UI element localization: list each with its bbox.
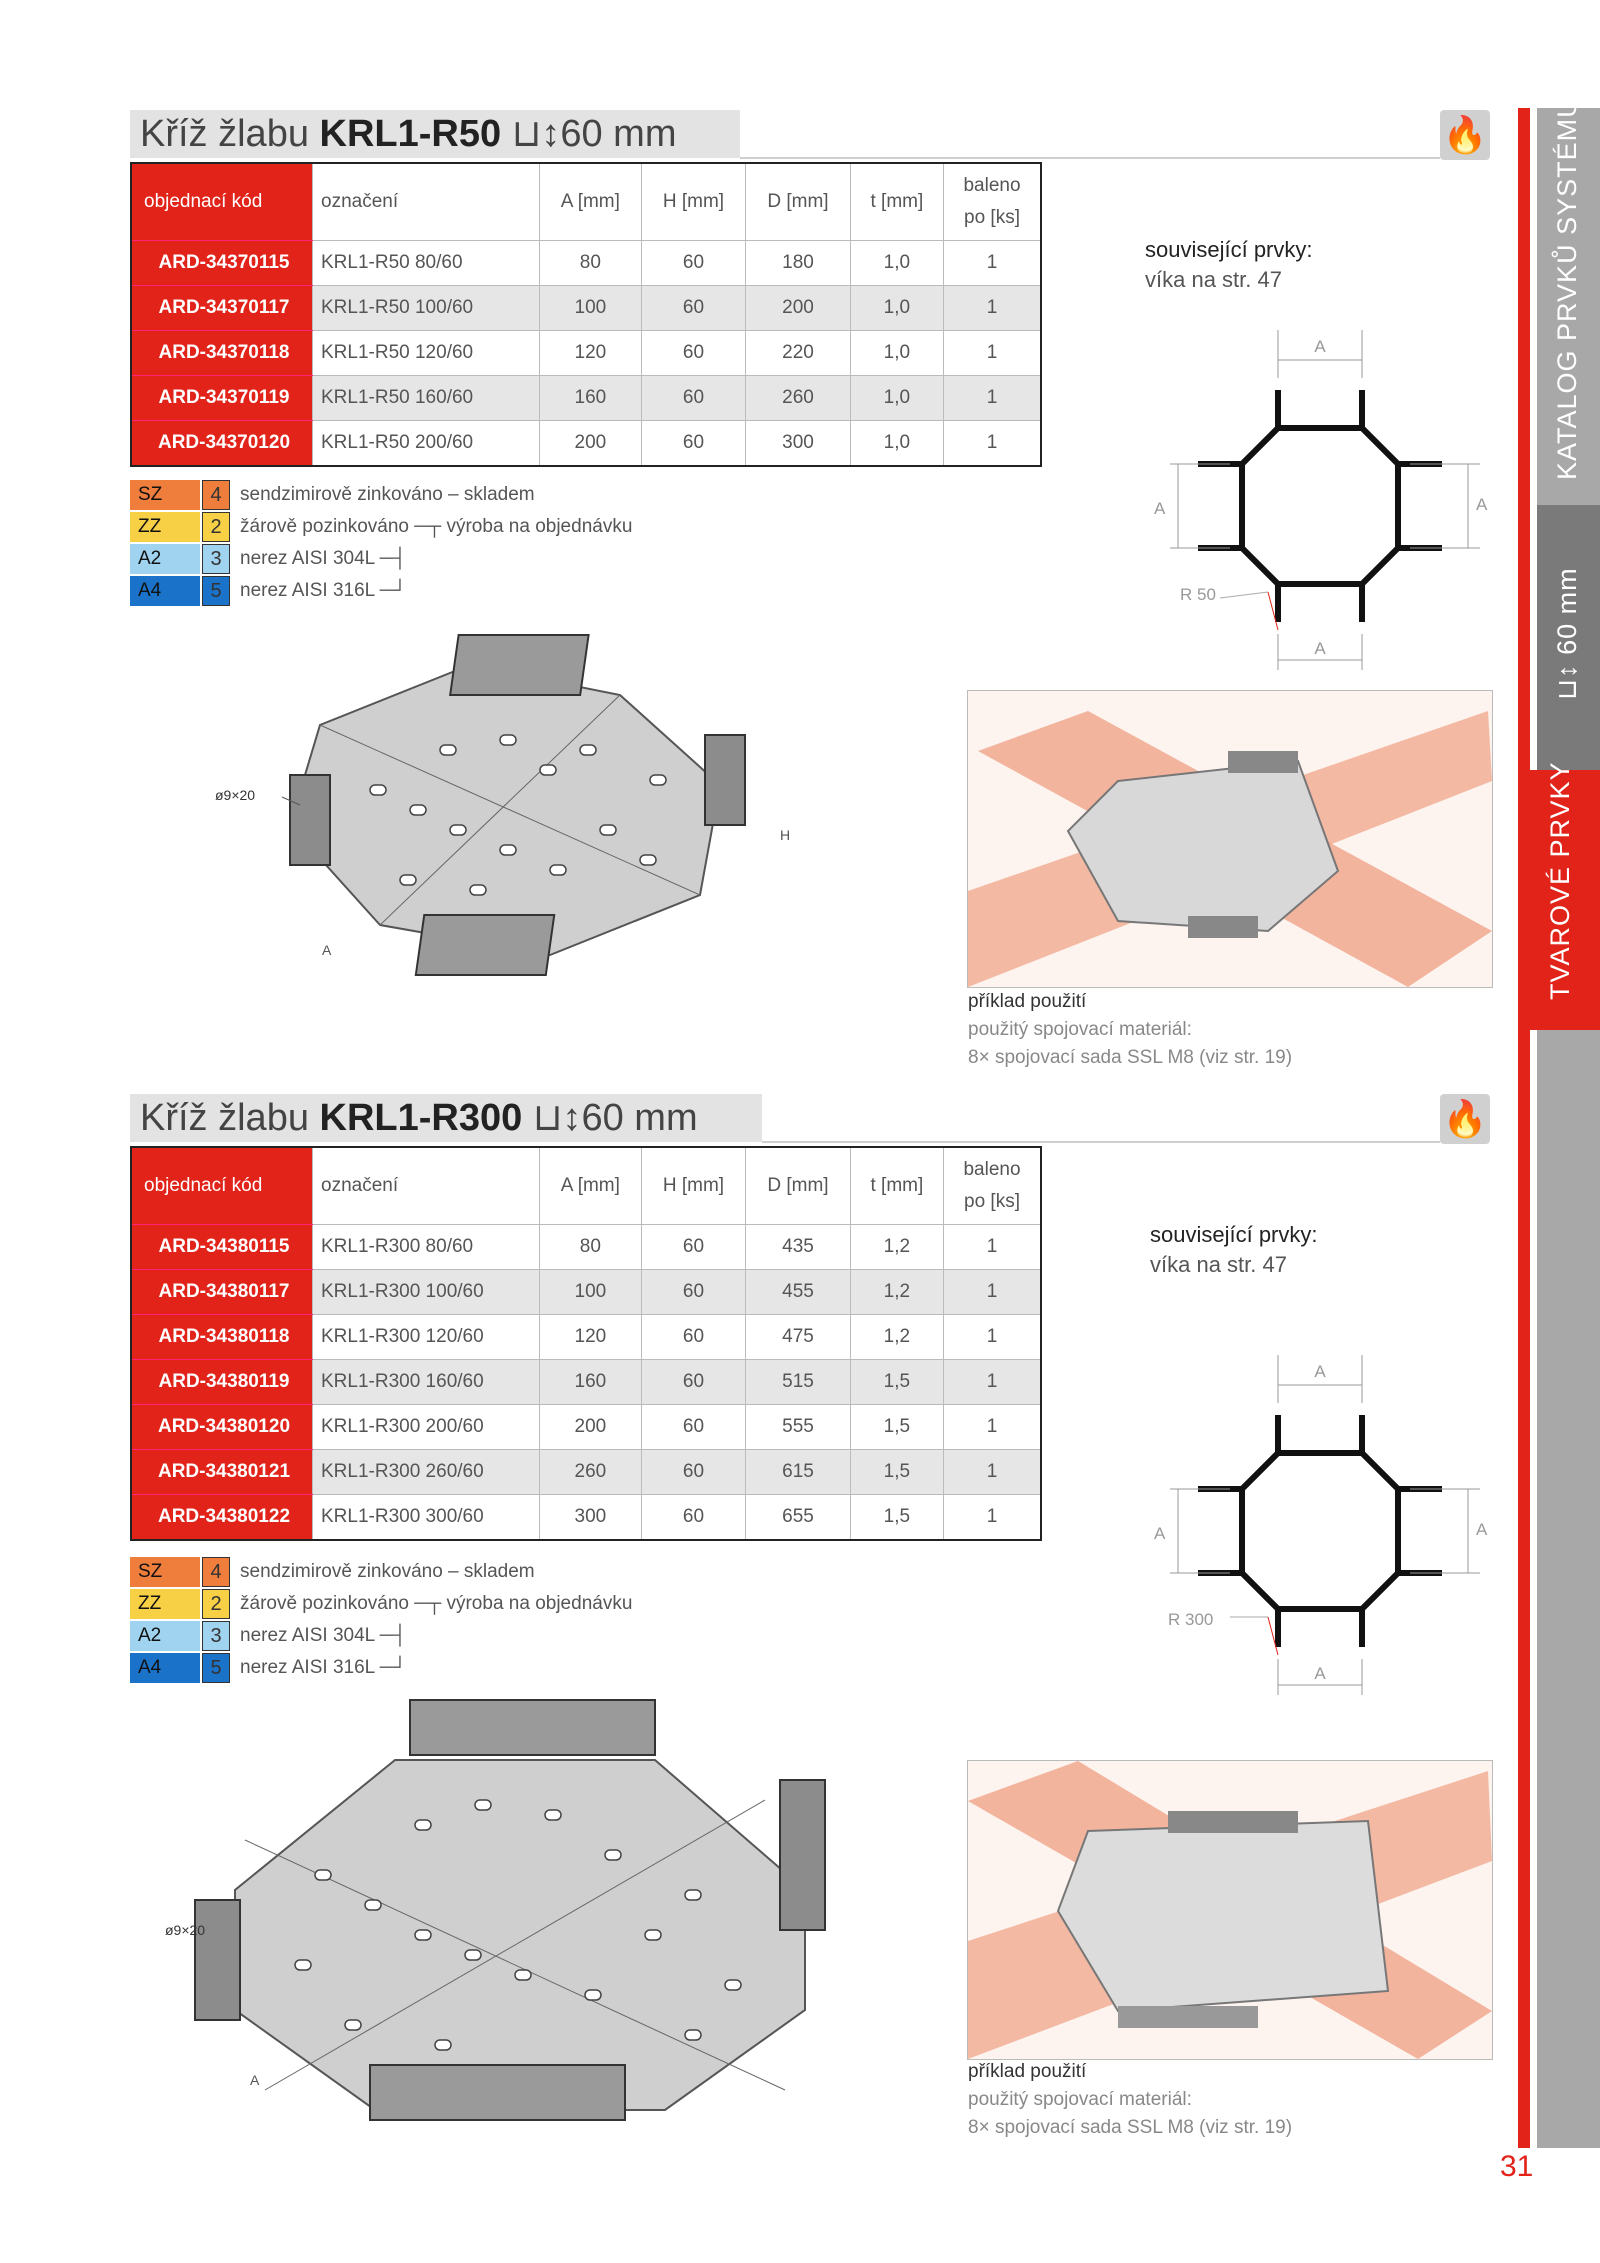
header-h: H [mm] bbox=[641, 1147, 746, 1225]
iso-dim-label: A bbox=[322, 942, 332, 958]
title-divider bbox=[762, 1141, 1440, 1143]
sidebar-accent-bar bbox=[1518, 108, 1530, 2148]
table-header-row bbox=[131, 1147, 1041, 1225]
header-t: t [mm] bbox=[850, 1147, 943, 1225]
header-designation: označení bbox=[313, 1147, 540, 1225]
header-code: objednací kód bbox=[131, 163, 313, 241]
table-row: ARD-34380119 KRL1-R300 160/60 160 60 515 1,5 1 bbox=[131, 1360, 1041, 1405]
dim-label-right: A bbox=[1476, 1520, 1488, 1539]
header-pack: baleno po [ks] bbox=[944, 1147, 1042, 1225]
table-row: ARD-34370119 KRL1-R50 160/60 160 60 260 1,0 1 bbox=[131, 376, 1041, 421]
page-number: 31 bbox=[1500, 2150, 1534, 2183]
table-row: ARD-34380121 KRL1-R300 260/60 260 60 615 1,5 1 bbox=[131, 1450, 1041, 1495]
sidebar-size-label: ⊔↕ 60 mm bbox=[1552, 567, 1582, 700]
table-row: ARD-34380120 KRL1-R300 200/60 200 60 555 1,5 1 bbox=[131, 1405, 1041, 1450]
table-row: ARD-34370118 KRL1-R50 120/60 120 60 220 1,0 1 bbox=[131, 331, 1041, 376]
octagon-dimension-diagram bbox=[1140, 330, 1500, 680]
header-a: A [mm] bbox=[540, 163, 642, 241]
section-title: Kříž žlabu KRL1-R50 ⊔↕60 mm bbox=[130, 110, 740, 158]
table-row: ARD-34370115 KRL1-R50 80/60 80 60 180 1,0 1 bbox=[131, 241, 1041, 286]
dim-label-bottom: A bbox=[1314, 639, 1326, 658]
header-d: D [mm] bbox=[746, 163, 851, 241]
table-row: ARD-34370117 KRL1-R50 100/60 100 60 200 1,0 1 bbox=[131, 286, 1041, 331]
dim-label-top: A bbox=[1314, 1362, 1326, 1381]
title-divider bbox=[740, 157, 1440, 159]
usage-photo-illustration bbox=[968, 691, 1492, 987]
sidebar-catalog-label: KATALOG PRVKŮ SYSTÉMU bbox=[1552, 97, 1582, 480]
material-legend: SZ 4 sendzimirově zinkováno – skladem ZZ 2 žárově pozinkováno ─┬ výroba na objednávku A2 3 nerez AISI 304L ─┤ A4 5 nerez AISI 316L ─┘ bbox=[130, 480, 730, 610]
iso-height-label: H bbox=[780, 827, 791, 843]
spec-table bbox=[130, 162, 1042, 467]
dim-label-bottom: A bbox=[1314, 1664, 1326, 1683]
header-h: H [mm] bbox=[641, 163, 746, 241]
usage-example-photo bbox=[967, 1760, 1493, 2060]
material-legend: SZ 4 sendzimirově zinkováno – skladem ZZ 2 žárově pozinkováno ─┬ výroba na objednávku A2 3 nerez AISI 304L ─┤ A4 5 nerez AISI 316L ─┘ bbox=[130, 1557, 730, 1687]
usage-caption: příklad použití použitý spojovací materiál: 8× spojovací sada SSL M8 (viz str. 19) bbox=[968, 991, 1293, 1068]
usage-caption: příklad použití použitý spojovací materiál: 8× spojovací sada SSL M8 (viz str. 19) bbox=[968, 2061, 1293, 2138]
fire-icon: 🔥 bbox=[1440, 1094, 1490, 1144]
header-pack: baleno po [ks] bbox=[944, 163, 1042, 241]
dim-label-left: A bbox=[1154, 1524, 1166, 1543]
product-isometric-drawing bbox=[165, 1690, 845, 2150]
table-header-row bbox=[131, 163, 1041, 241]
table-row: ARD-34380117 KRL1-R300 100/60 100 60 455 1,2 1 bbox=[131, 1270, 1041, 1315]
section-title: Kříž žlabu KRL1-R300 ⊔↕60 mm bbox=[130, 1094, 762, 1142]
dim-label-right: A bbox=[1476, 495, 1488, 514]
table-row: ARD-34380118 KRL1-R300 120/60 120 60 475 1,2 1 bbox=[131, 1315, 1041, 1360]
sidebar-section-label: TVAROVÉ PRVKY bbox=[1545, 761, 1575, 1000]
header-t: t [mm] bbox=[850, 163, 943, 241]
header-a: A [mm] bbox=[540, 1147, 642, 1225]
table-row: ARD-34380122 KRL1-R300 300/60 300 60 655 1,5 1 bbox=[131, 1495, 1041, 1541]
header-d: D [mm] bbox=[746, 1147, 851, 1225]
usage-example-photo bbox=[967, 690, 1493, 988]
tray-profile-icon: ⊔↕ bbox=[532, 1097, 582, 1139]
radius-label: R 50 bbox=[1180, 585, 1216, 604]
iso-dim-label: A bbox=[250, 2072, 260, 2088]
spec-table bbox=[130, 1146, 1042, 1541]
related-items: související prvky: víka na str. 47 bbox=[1150, 1222, 1318, 1277]
dim-label-left: A bbox=[1154, 499, 1166, 518]
header-designation: označení bbox=[313, 163, 540, 241]
usage-photo-illustration bbox=[968, 1761, 1492, 2059]
octagon-dimension-diagram bbox=[1140, 1355, 1500, 1705]
related-items: související prvky: víka na str. 47 bbox=[1145, 237, 1313, 292]
tray-profile-icon: ⊔↕ bbox=[511, 113, 561, 155]
header-code: objednací kód bbox=[131, 1147, 313, 1225]
table-row: ARD-34380115 KRL1-R300 80/60 80 60 435 1,2 1 bbox=[131, 1225, 1041, 1270]
hole-dimension-label: ø9×20 bbox=[215, 787, 256, 803]
fire-icon: 🔥 bbox=[1440, 110, 1490, 160]
product-isometric-drawing bbox=[200, 625, 800, 1025]
radius-label: R 300 bbox=[1168, 1610, 1214, 1629]
tray-profile-icon: ⊔↕ bbox=[1552, 654, 1582, 700]
table-row: ARD-34370120 KRL1-R50 200/60 200 60 300 1,0 1 bbox=[131, 421, 1041, 467]
hole-dimension-label: ø9×20 bbox=[165, 1922, 206, 1938]
dim-label-top: A bbox=[1314, 337, 1326, 356]
